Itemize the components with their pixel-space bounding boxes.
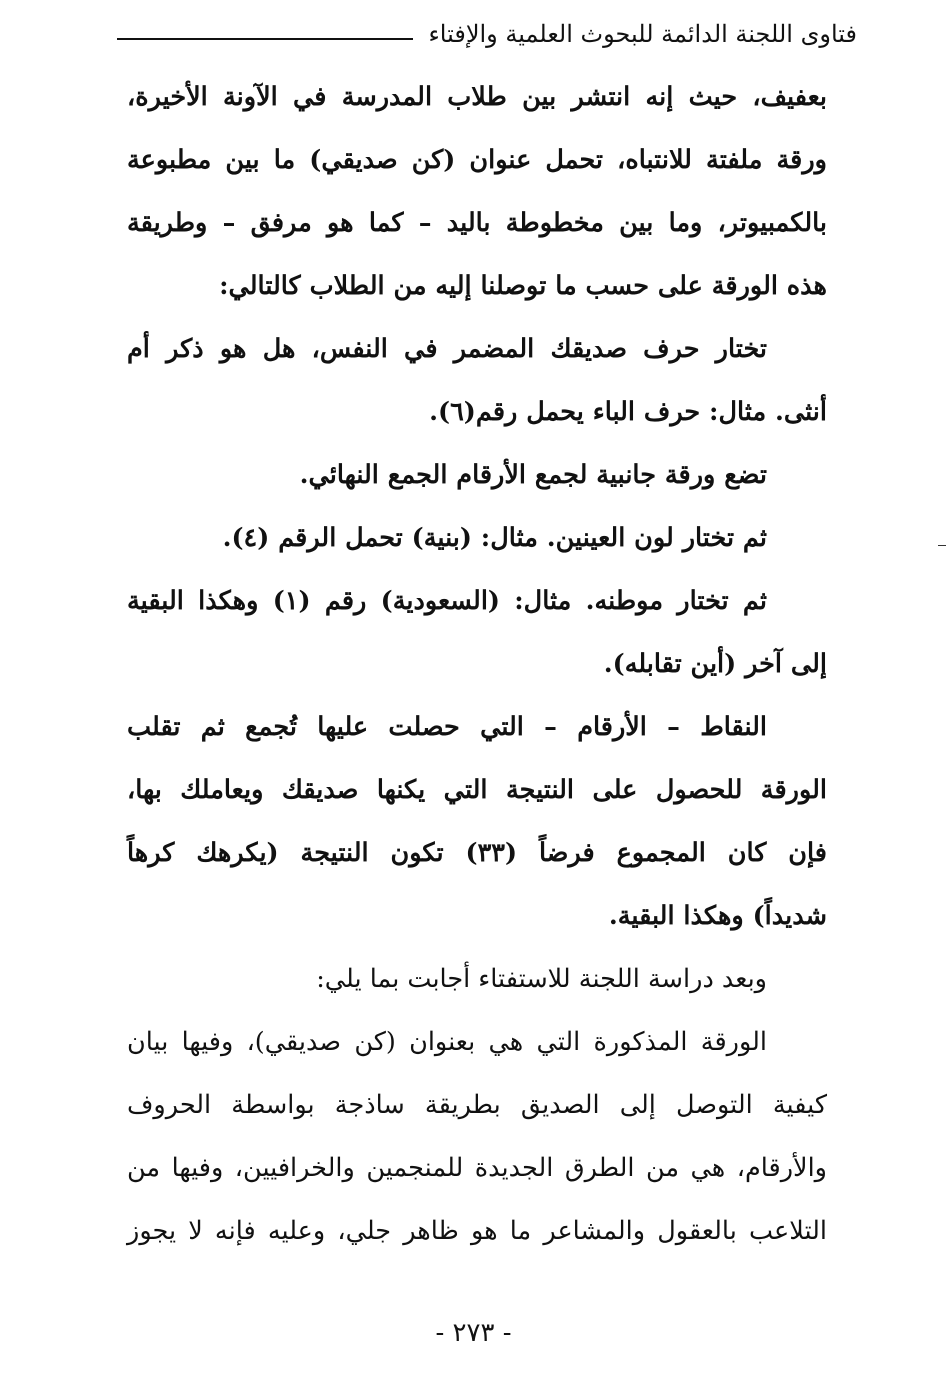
text-line: فإن كان المجموع فرضاً (٣٣) تكون النتيجة (يكرهك كرهاً xyxy=(127,838,827,868)
text-line: تضع ورقة جانبية لجمع الأرقام الجمع النهائي. xyxy=(299,460,767,490)
header-rule xyxy=(117,38,413,40)
margin-mark xyxy=(938,545,946,546)
text-line: الورقة المذكورة التي هي بعنوان (كن صديقي)، وفيها بيان xyxy=(127,1027,767,1057)
text-line: تختار حرف صديقك المضمر في النفس، هل هو ذكر أم xyxy=(127,334,767,364)
text-line: والأرقام، هي من الطرق الجديدة للمنجمين والخرافيين، وفيها من xyxy=(127,1153,827,1183)
text-line: كيفية التوصل إلى الصديق بطريقة ساذجة بواسطة الحروف xyxy=(127,1090,827,1120)
text-line: النقاط – الأرقام – التي حصلت عليها تُجمع ثم تقلب xyxy=(127,712,767,742)
text-line: الورقة للحصول على النتيجة التي يكنها صديقك ويعاملك بها، xyxy=(127,775,827,805)
text-line: ثم تختار لون العينين. مثال: (بنية) تحمل الرقم (٤). xyxy=(222,523,767,553)
text-line: التلاعب بالعقول والمشاعر ما هو ظاهر جلي، وعليه فإنه لا يجوز xyxy=(127,1216,827,1246)
text-line: هذه الورقة على حسب ما توصلنا إليه من الطلاب كالتالي: xyxy=(219,271,827,301)
header-title: فتاوى اللجنة الدائمة للبحوث العلمية والإفتاء xyxy=(428,20,857,48)
text-line: ورقة ملفتة للانتباه، تحمل عنوان (كن صديقي) ما بين مطبوعة xyxy=(127,145,827,175)
text-line: بعفيف، حيث إنه انتشر بين طلاب المدرسة في الآونة الأخيرة، xyxy=(127,82,827,112)
text-line: بالكمبيوتر، وما بين مخطوطة باليد – كما هو مرفق – وطريقة xyxy=(127,208,827,238)
body-text xyxy=(127,66,827,1263)
text-line: شديداً) وهكذا البقية. xyxy=(608,901,827,931)
text-line: ثم تختار موطنه. مثال: (السعودية) رقم (١) وهكذا البقية xyxy=(127,586,767,616)
page-number: - ٢٧٣ - xyxy=(435,1318,512,1348)
text-line: أنثى. مثال: حرف الباء يحمل رقم(٦). xyxy=(429,397,827,427)
text-line: وبعد دراسة اللجنة للاستفتاء أجابت بما يلي: xyxy=(316,964,767,994)
running-header xyxy=(117,14,857,54)
text-line: إلى آخر (أين تقابله). xyxy=(603,649,827,679)
